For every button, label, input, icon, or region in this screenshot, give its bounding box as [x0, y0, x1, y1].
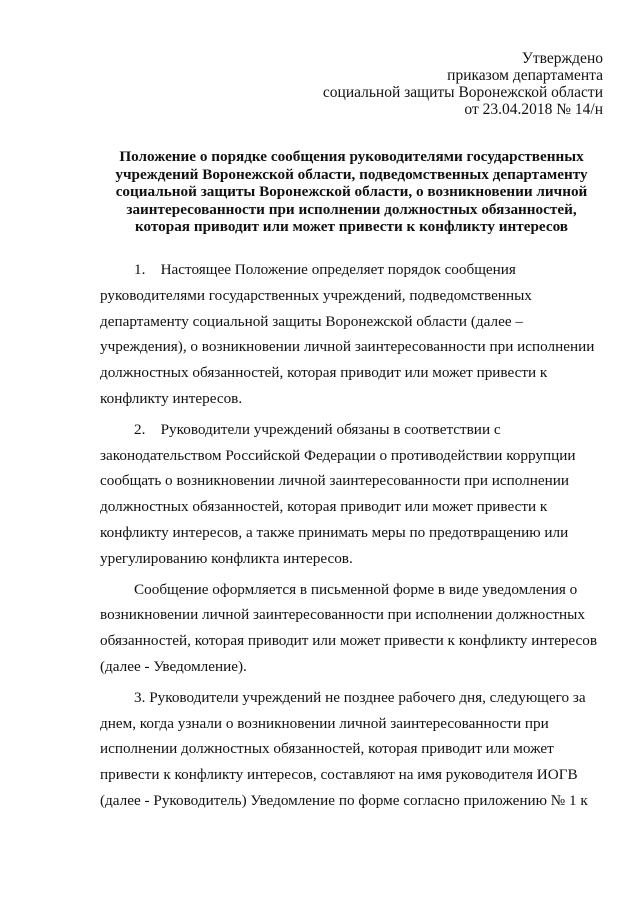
document-body	[100, 257, 603, 814]
text-line: конфликту интересов, а также принимать меры по предотвращению или	[100, 523, 569, 541]
text-line: урегулированию конфликта интересов.	[100, 549, 353, 567]
title-line: которая приводит или может привести к конфликту интересов	[134, 218, 569, 235]
text-line: учреждения), о возникновении личной заинтересованности при исполнении	[100, 338, 595, 356]
title-line: социальной защиты Воронежской области, о возникновении личной	[115, 183, 588, 200]
title-line: учреждений Воронежской области, подведомственных департаменту	[115, 165, 588, 183]
text-line: привести к конфликту интересов, составляют на имя руководителя ИОГВ	[100, 766, 578, 784]
approval-line: приказом департамента	[447, 67, 603, 84]
text-line: руководителями государственных учреждений, подведомственных	[100, 286, 532, 304]
text-line: исполнении должностных обязанностей, которая приводит или может	[100, 740, 554, 758]
text-line: 1. Настоящее Положение определяет порядок сообщения	[134, 261, 516, 278]
text-line: обязанностей, которая приводит или может привести к конфликту интересов	[100, 632, 598, 650]
approval-line: Утверждено	[521, 50, 603, 67]
text-line: (далее - Уведомление).	[100, 657, 247, 675]
text-line: Сообщение оформляется в письменной форме в виде уведомления о	[134, 580, 578, 598]
text-line: департаменту социальной защиты Воронежской области (далее –	[100, 312, 523, 330]
paragraph-4	[100, 685, 603, 814]
approval-stamp	[323, 50, 603, 118]
paragraph-1	[100, 257, 603, 412]
paragraph-2	[100, 417, 603, 572]
text-line: возникновении личной заинтересованности при исполнении должностных	[100, 606, 585, 624]
text-line: 3. Руководители учреждений не позднее рабочего дня, следующего за	[134, 688, 586, 706]
text-line: должностных обязанностей, которая приводит или может привести к	[100, 364, 548, 382]
text-line: законодательством Российской Федерации о противодействии коррупции	[100, 446, 576, 464]
title-line: Положение о порядке сообщения руководителями государственных	[119, 148, 584, 165]
document-title	[100, 148, 603, 236]
text-line: 2. Руководители учреждений обязаны в соответствии с	[134, 420, 501, 438]
text-line: (далее - Руководитель) Уведомление по форме согласно приложению № 1 к	[100, 791, 588, 809]
approval-line: от 23.04.2018 № 14/н	[464, 101, 603, 118]
text-line: сообщать о возникновении личной заинтересованности при исполнении	[100, 472, 569, 490]
paragraph-3	[100, 577, 603, 680]
text-line: днем, когда узнали о возникновении личной заинтересованности при	[100, 714, 549, 732]
approval-line: социальной защиты Воронежской области	[322, 84, 603, 101]
title-line: заинтересованности при исполнении должностных обязанностей,	[126, 200, 577, 218]
text-line: должностных обязанностей, которая приводит или может привести к	[100, 498, 548, 516]
text-line: конфликту интересов.	[100, 389, 243, 407]
